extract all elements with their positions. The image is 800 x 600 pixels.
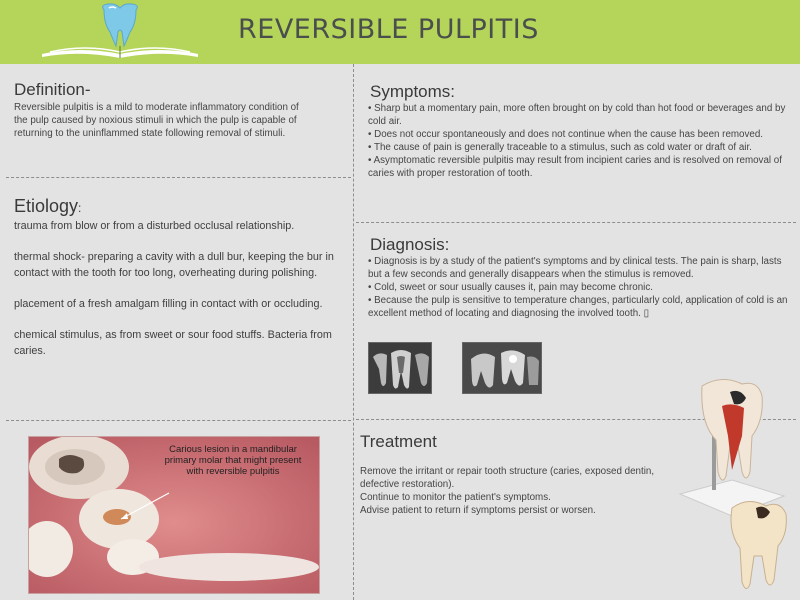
- header-bar: [0, 0, 800, 64]
- diagnosis-item: • Cold, sweet or sour usually causes it, pain may become chronic.: [368, 282, 653, 293]
- divider-definition: [6, 177, 351, 178]
- treatment-heading: Treatment: [360, 432, 437, 451]
- symptom-item: • The cause of pain is generally traceable to a stimulus, such as cold water or draft of air.: [368, 142, 752, 153]
- symptoms-list: [368, 102, 788, 180]
- divider-symptoms: [356, 222, 796, 223]
- treatment-line: Continue to monitor the patient's symptoms.: [360, 492, 551, 503]
- symptom-item: • Does not occur spontaneously and does not continue when the cause has been removed.: [368, 129, 764, 140]
- tooth-on-book-icon: [40, 2, 200, 62]
- treatment-text: [360, 465, 660, 517]
- xray-image-right: [462, 342, 542, 394]
- etiology-heading-colon: :: [78, 201, 82, 215]
- page-title: REVERSIBLE PULPITIS: [238, 14, 539, 45]
- symptom-item: • Asymptomatic reversible pulpitis may result from incipient caries and is resolved on removal of caries with proper restoration of tooth.: [368, 155, 782, 179]
- etiology-paragraph: placement of a fresh amalgam filling in contact with or occluding.: [14, 298, 323, 310]
- diagnosis-item: • Because the pulp is sensitive to temperature changes, particularly cold, application of cold is an excellent method of locating and diagnosing the involved tooth. ▯: [368, 295, 788, 319]
- column-divider: [353, 64, 354, 600]
- etiology-text: [14, 218, 344, 374]
- etiology-paragraph: thermal shock- preparing a cavity with a dull bur, keeping the bur in contact with the tooth for too long, overheating during polishing.: [14, 251, 334, 279]
- xray-image-left: [368, 342, 432, 394]
- symptom-item: • Sharp but a momentary pain, more often brought on by cold than hot food or beverages and by cold air.: [368, 103, 786, 127]
- diagnosis-heading: Diagnosis:: [370, 235, 450, 254]
- photo-caption: Carious lesion in a mandibular primary molar that might present with reversible pulpitis: [164, 444, 302, 477]
- treatment-line: Advise patient to return if symptoms persist or worsen.: [360, 505, 596, 516]
- diagnosis-list: [368, 255, 790, 320]
- symptoms-heading: Symptoms:: [370, 82, 456, 101]
- treatment-line: Remove the irritant or repair tooth structure (caries, exposed dentin, defective restoration).: [360, 466, 655, 490]
- divider-etiology: [6, 420, 351, 421]
- tooth-model-image: [672, 376, 796, 596]
- etiology-paragraph: chemical stimulus, as from sweet or sour food stuffs. Bacteria from caries.: [14, 329, 332, 357]
- diagnosis-item: • Diagnosis is by a study of the patient's symptoms and by clinical tests. The pain is sharp, lasts but a few seconds and generally disappears when the stimulus is removed.: [368, 256, 782, 280]
- etiology-paragraph: trauma from blow or from a disturbed occlusal relationship.: [14, 220, 295, 232]
- etiology-heading: [14, 196, 81, 217]
- definition-heading: Definition-: [14, 80, 91, 99]
- etiology-heading-label: Etiology: [14, 196, 79, 216]
- definition-text: Reversible pulpitis is a mild to moderate inflammatory condition of the pulp caused by noxious stimuli in which the pulp is capable of returning to the uninflammed state following removal of stimuli.: [14, 102, 299, 139]
